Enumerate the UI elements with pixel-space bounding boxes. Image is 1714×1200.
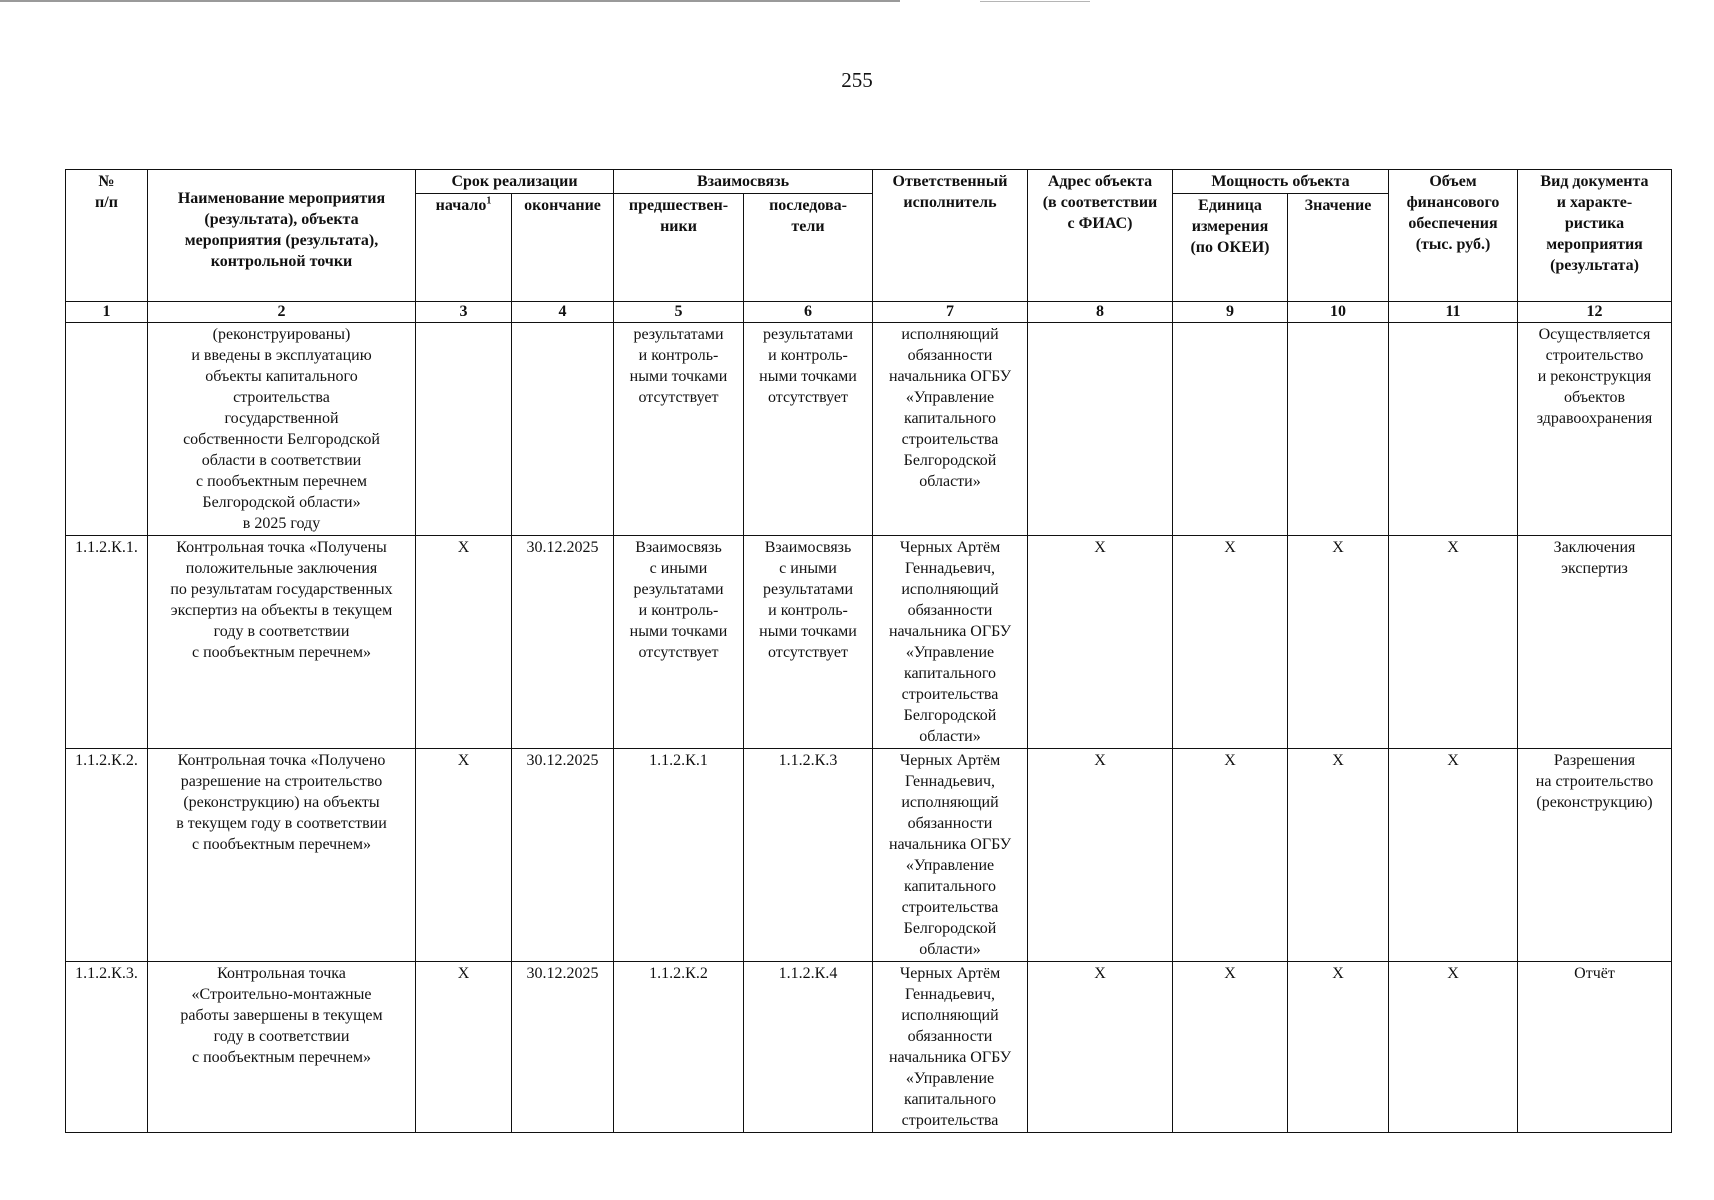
column-number: 8 xyxy=(1028,302,1173,323)
header-doc-type: Вид документа и характе- ристика мероприятия (результата) xyxy=(1518,170,1672,302)
cell-doc-type: Осуществляется строительство и реконструкция объектов здравоохранения xyxy=(1518,323,1672,536)
cell-value: X xyxy=(1288,749,1389,962)
cell-finance xyxy=(1389,323,1518,536)
cell-successors: 1.1.2.К.3 xyxy=(744,749,873,962)
cell-address: X xyxy=(1028,749,1173,962)
header-relation-group: Взаимосвязь xyxy=(614,170,873,194)
cell-value xyxy=(1288,323,1389,536)
column-number: 11 xyxy=(1389,302,1518,323)
cell-num: 1.1.2.К.3. xyxy=(66,962,148,1133)
header-start-label: начало xyxy=(435,197,487,214)
cell-end: 30.12.2025 xyxy=(512,536,614,749)
cell-finance: X xyxy=(1389,749,1518,962)
cell-predecessors: результатами и контроль- ными точками отсутствует xyxy=(614,323,744,536)
header-end: окончание xyxy=(512,194,614,302)
header-name: Наименование мероприятия (результата), объекта мероприятия (результата), контрольной точки xyxy=(148,170,416,302)
cell-value: X xyxy=(1288,536,1389,749)
cell-end: 30.12.2025 xyxy=(512,962,614,1133)
cell-finance: X xyxy=(1389,962,1518,1133)
cell-doc-type: Отчёт xyxy=(1518,962,1672,1133)
cell-doc-type: Заключения экспертиз xyxy=(1518,536,1672,749)
cell-address xyxy=(1028,323,1173,536)
cell-name: Контрольная точка «Получены положительные заключения по результатам государственных экспертиз на объекты в текущем году в соответствии с пообъектным перечнем» xyxy=(148,536,416,749)
header-value: Значение xyxy=(1288,194,1389,302)
cell-responsible: исполняющий обязанности начальника ОГБУ «Управление капитального строительства Белгородской области» xyxy=(873,323,1028,536)
header-predecessors: предшествен- ники xyxy=(614,194,744,302)
header-term-group: Срок реализации xyxy=(416,170,614,194)
cell-unit: X xyxy=(1173,962,1288,1133)
cell-value: X xyxy=(1288,962,1389,1133)
header-address: Адрес объекта (в соответствии с ФИАС) xyxy=(1028,170,1173,302)
header-row-top xyxy=(66,170,1672,194)
cell-start: X xyxy=(416,962,512,1133)
table-row xyxy=(66,749,1672,962)
header-finance: Объем финансового обеспечения (тыс. руб.) xyxy=(1389,170,1518,302)
column-number: 6 xyxy=(744,302,873,323)
header-unit: Единица измерения (по ОКЕИ) xyxy=(1173,194,1288,302)
cell-end xyxy=(512,323,614,536)
cell-address: X xyxy=(1028,536,1173,749)
table-row xyxy=(66,962,1672,1133)
cell-responsible: Черных Артём Геннадьевич, исполняющий обязанности начальника ОГБУ «Управление капитального строительства Белгородской области» xyxy=(873,536,1028,749)
table-row xyxy=(66,536,1672,749)
cell-num xyxy=(66,323,148,536)
cell-start: X xyxy=(416,536,512,749)
scan-edge-line xyxy=(0,0,900,2)
cell-successors: 1.1.2.К.4 xyxy=(744,962,873,1133)
cell-name: (реконструированы) и введены в эксплуатацию объекты капитального строительства государственной собственности Белгородской области в соответствии с пообъектным перечнем Белгородской области» в 2025 году xyxy=(148,323,416,536)
header-capacity-group: Мощность объекта xyxy=(1173,170,1389,194)
cell-num: 1.1.2.К.2. xyxy=(66,749,148,962)
page-number: 255 xyxy=(841,68,873,92)
column-number: 7 xyxy=(873,302,1028,323)
cell-successors: результатами и контроль- ными точками отсутствует xyxy=(744,323,873,536)
cell-finance: X xyxy=(1389,536,1518,749)
cell-end: 30.12.2025 xyxy=(512,749,614,962)
cell-responsible: Черных Артём Геннадьевич, исполняющий обязанности начальника ОГБУ «Управление капитального строительства Белгородской области» xyxy=(873,749,1028,962)
cell-doc-type: Разрешения на строительство (реконструкцию) xyxy=(1518,749,1672,962)
cell-address: X xyxy=(1028,962,1173,1133)
footnote-mark: 1 xyxy=(486,195,492,207)
column-number: 2 xyxy=(148,302,416,323)
header-successors: последова- тели xyxy=(744,194,873,302)
column-number: 4 xyxy=(512,302,614,323)
cell-unit: X xyxy=(1173,749,1288,962)
header-start xyxy=(416,194,512,302)
cell-start: X xyxy=(416,749,512,962)
cell-predecessors: Взаимосвязь с иными результатами и контроль- ными точками отсутствует xyxy=(614,536,744,749)
column-number-row xyxy=(66,302,1672,323)
column-number: 1 xyxy=(66,302,148,323)
cell-responsible: Черных Артём Геннадьевич, исполняющий обязанности начальника ОГБУ «Управление капитального строительства xyxy=(873,962,1028,1133)
column-number: 10 xyxy=(1288,302,1389,323)
cell-num: 1.1.2.К.1. xyxy=(66,536,148,749)
scan-edge-line xyxy=(980,1,1090,2)
cell-unit: X xyxy=(1173,536,1288,749)
cell-name: Контрольная точка «Строительно-монтажные работы завершены в текущем году в соответствии с пообъектным перечнем» xyxy=(148,962,416,1133)
table-row xyxy=(66,323,1672,536)
cell-predecessors: 1.1.2.К.1 xyxy=(614,749,744,962)
header-responsible: Ответственный исполнитель xyxy=(873,170,1028,302)
column-number: 12 xyxy=(1518,302,1672,323)
column-number: 9 xyxy=(1173,302,1288,323)
cell-unit xyxy=(1173,323,1288,536)
cell-predecessors: 1.1.2.К.2 xyxy=(614,962,744,1133)
cell-name: Контрольная точка «Получено разрешение на строительство (реконструкцию) на объекты в текущем году в соответствии с пообъектным перечнем» xyxy=(148,749,416,962)
plan-table xyxy=(65,169,1672,1133)
column-number: 3 xyxy=(416,302,512,323)
header-num: № п/п xyxy=(66,170,148,302)
cell-start xyxy=(416,323,512,536)
column-number: 5 xyxy=(614,302,744,323)
cell-successors: Взаимосвязь с иными результатами и контроль- ными точками отсутствует xyxy=(744,536,873,749)
